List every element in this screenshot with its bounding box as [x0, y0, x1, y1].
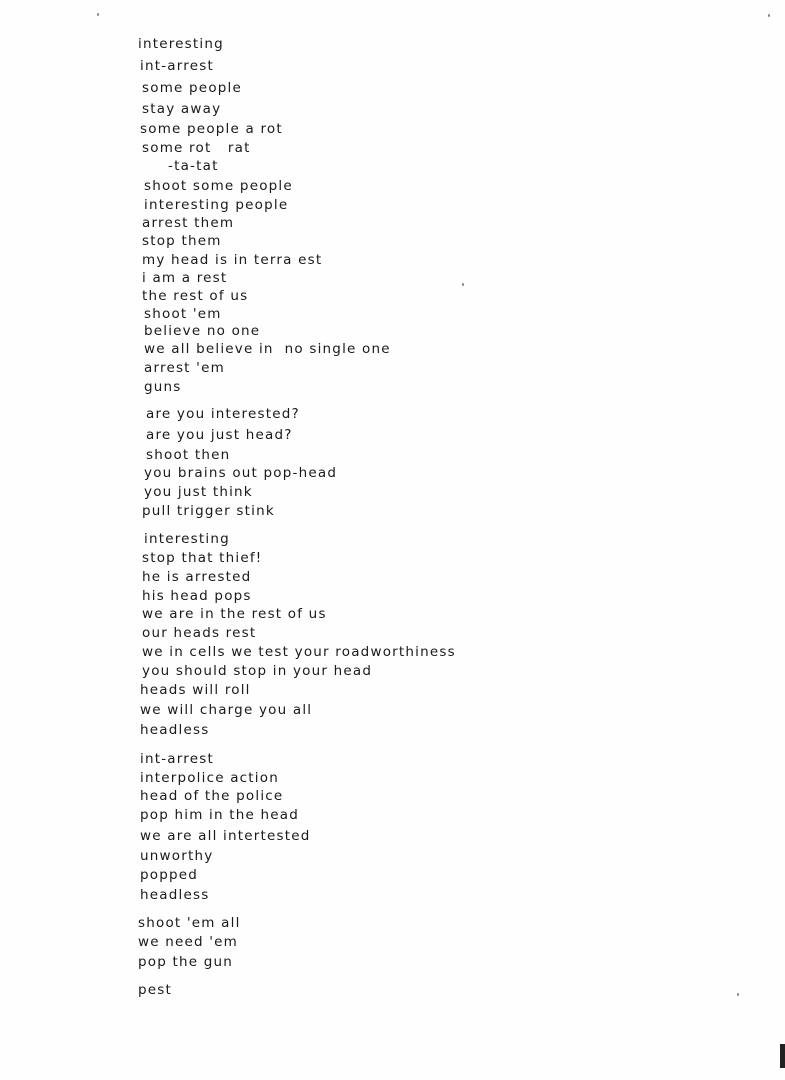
paper-speck: [768, 14, 770, 17]
poem-line: you just think: [144, 484, 253, 500]
poem-line: headless: [140, 887, 210, 903]
poem-line: pop him in the head: [140, 807, 299, 823]
poem-line: my head is in terra est: [142, 252, 323, 268]
poem-line: heads will roll: [140, 682, 251, 698]
poem-line: pest: [138, 982, 173, 998]
scan-edge-mark: [780, 1044, 785, 1068]
poem-line: head of the police: [140, 788, 284, 804]
poem-line: the rest of us: [142, 288, 249, 304]
poem-line: interesting: [138, 36, 224, 52]
poem-line: pull trigger stink: [142, 503, 275, 519]
poem-line: interesting: [144, 531, 230, 547]
poem-line: stop them: [142, 233, 222, 249]
poem-line: our heads rest: [142, 625, 257, 641]
poem-line: unworthy: [140, 848, 214, 864]
poem-line: we are all intertested: [140, 828, 311, 844]
poem-line: int-arrest: [140, 58, 214, 74]
paper-speck: [97, 13, 99, 16]
poem-line: stop that thief!: [142, 550, 263, 566]
poem-line: interpolice action: [140, 770, 279, 786]
poem-line: int-arrest: [140, 751, 214, 767]
poem-line: shoot some people: [144, 178, 293, 194]
poem-line: his head pops: [142, 588, 252, 604]
poem-line: we need 'em: [138, 934, 239, 950]
poem-line: some people: [142, 80, 243, 96]
poem-line: arrest 'em: [144, 360, 225, 376]
poem-line: guns: [144, 379, 182, 395]
poem-line: we will charge you all: [140, 702, 313, 718]
poem-line: popped: [140, 867, 199, 883]
poem-line: are you interested?: [146, 406, 300, 422]
poem-line: we are in the rest of us: [142, 606, 327, 622]
poem-line: arrest them: [142, 215, 235, 231]
poem-line: you should stop in your head: [142, 663, 373, 679]
poem-line: shoot 'em all: [138, 915, 241, 931]
paper-speck: [462, 283, 464, 286]
poem-line: some rot rat: [142, 140, 251, 156]
poem-line: we all believe in no single one: [144, 341, 391, 357]
poem-line: headless: [140, 722, 210, 738]
poem-line: he is arrested: [142, 569, 252, 585]
poem-line: pop the gun: [138, 954, 234, 970]
poem-line: interesting people: [144, 197, 289, 213]
poem-line: some people a rot: [140, 121, 283, 137]
poem-line: stay away: [142, 101, 222, 117]
poem-line: believe no one: [144, 323, 261, 339]
paper-speck: [737, 993, 739, 996]
poem-line: i am a rest: [142, 270, 228, 286]
poem-line: -ta-tat: [168, 158, 219, 174]
poem-line: you brains out pop-head: [144, 465, 338, 481]
poem-line: are you just head?: [146, 427, 293, 443]
poem-line: shoot then: [146, 447, 231, 463]
poem-line: shoot 'em: [144, 306, 222, 322]
poem-line: we in cells we test your roadworthiness: [142, 644, 456, 660]
